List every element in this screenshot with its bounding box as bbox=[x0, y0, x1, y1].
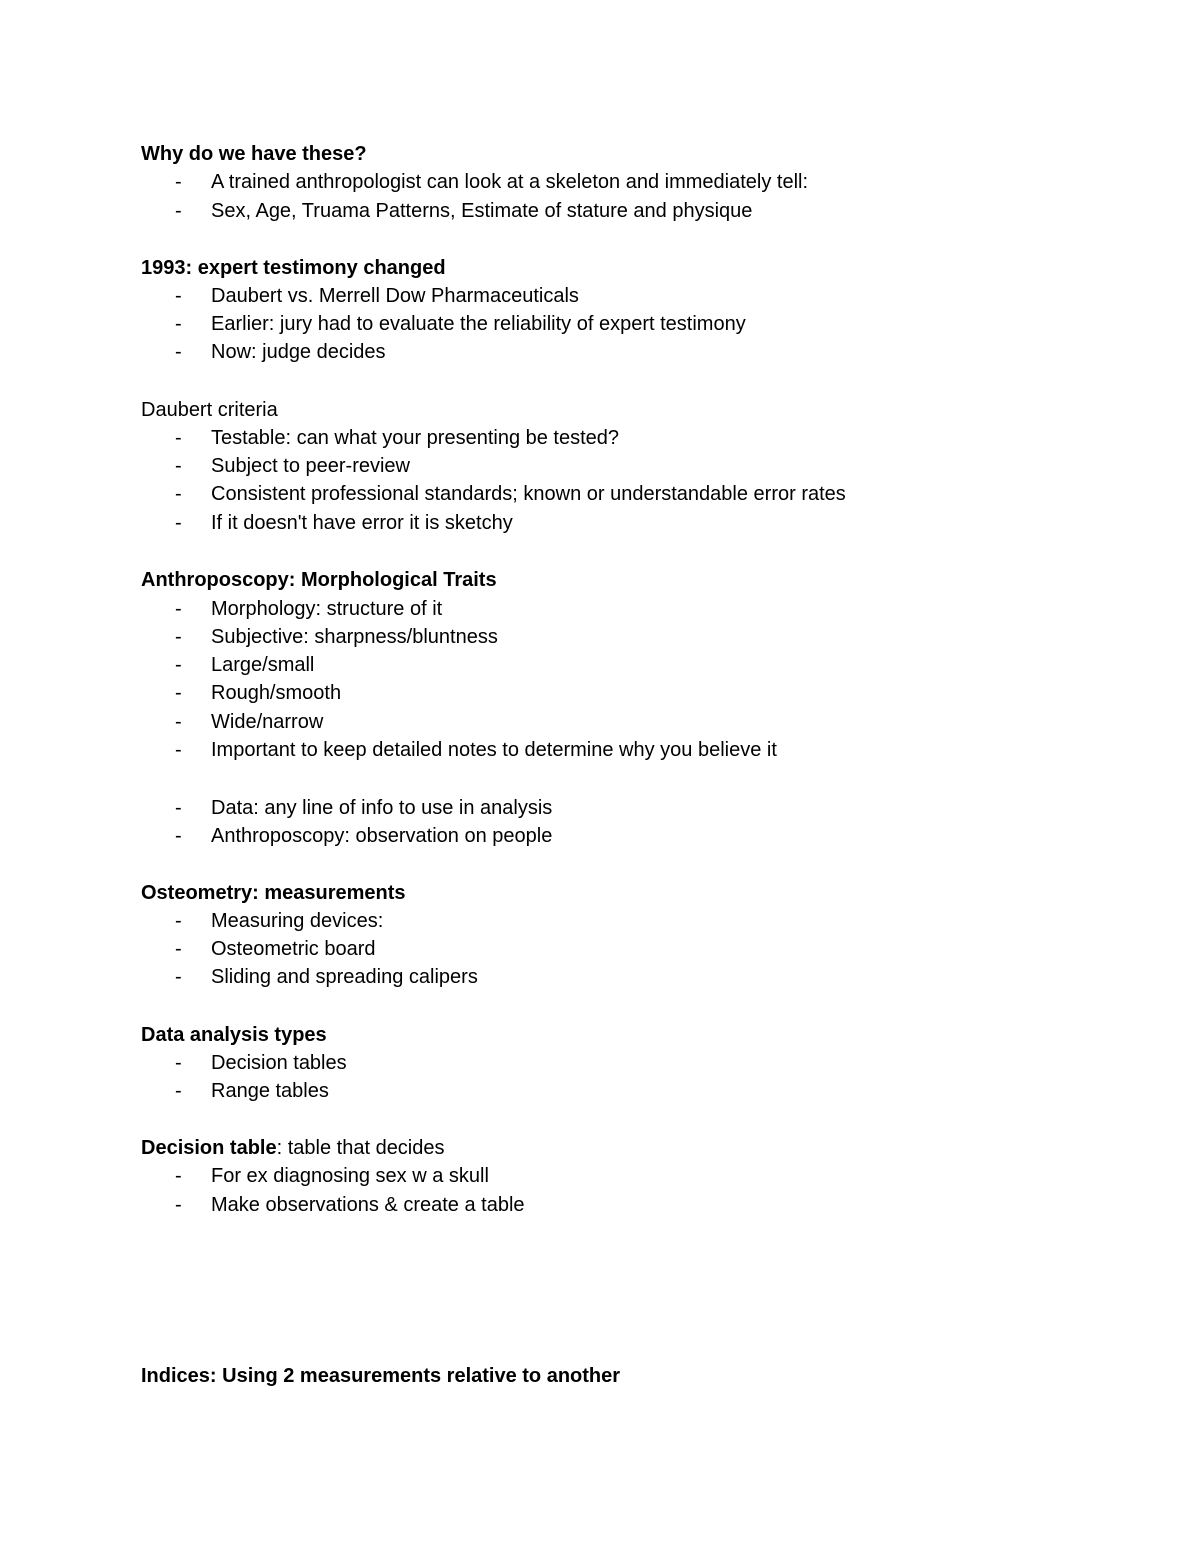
list-item bbox=[0, 736, 1200, 764]
bullet-dash: - bbox=[175, 512, 182, 534]
list-item-text: Consistent professional standards; known or understandable error rates bbox=[211, 483, 846, 505]
list-item-text: Osteometric board bbox=[211, 938, 376, 960]
list-item bbox=[0, 197, 1200, 225]
bullet-dash: - bbox=[175, 682, 182, 704]
list-item bbox=[0, 1049, 1200, 1077]
bullet-dash: - bbox=[175, 938, 182, 960]
list-item bbox=[0, 509, 1200, 537]
bullet-dash: - bbox=[175, 1080, 182, 1102]
section-heading-decision-table bbox=[141, 1134, 445, 1162]
list-item bbox=[0, 679, 1200, 707]
list-item-text: Rough/smooth bbox=[211, 682, 342, 704]
list-item-text: For ex diagnosing sex w a skull bbox=[211, 1165, 489, 1187]
list-item bbox=[0, 794, 1200, 822]
list-item-text: Make observations & create a table bbox=[211, 1194, 525, 1216]
bullet-dash: - bbox=[175, 910, 182, 932]
list-item-text: Now: judge decides bbox=[211, 341, 386, 363]
section-heading-1993: 1993: expert testimony changed bbox=[141, 257, 446, 279]
list-item-text: Subject to peer-review bbox=[211, 455, 410, 477]
decision-table-definition: : table that decides bbox=[276, 1137, 445, 1159]
list-item-text: Anthroposcopy: observation on people bbox=[211, 825, 553, 847]
list-item bbox=[0, 708, 1200, 736]
list-item bbox=[0, 480, 1200, 508]
bullet-dash: - bbox=[175, 711, 182, 733]
bullet-dash: - bbox=[175, 1194, 182, 1216]
section-heading-indices: Indices: Using 2 measurements relative to another bbox=[141, 1365, 621, 1387]
section-heading-osteometry: Osteometry: measurements bbox=[141, 882, 406, 904]
list-item-text: Subjective: sharpness/bluntness bbox=[211, 626, 498, 648]
list-item-text: Testable: can what your presenting be tested? bbox=[211, 427, 620, 449]
bullet-dash: - bbox=[175, 200, 182, 222]
bullet-dash: - bbox=[175, 626, 182, 648]
bullet-dash: - bbox=[175, 285, 182, 307]
list-item bbox=[0, 452, 1200, 480]
bullet-dash: - bbox=[175, 1165, 182, 1187]
list-item-text: If it doesn't have error it is sketchy bbox=[211, 512, 513, 534]
bullet-dash: - bbox=[175, 313, 182, 335]
section-heading-daubert-criteria: Daubert criteria bbox=[141, 399, 278, 421]
list-item bbox=[0, 822, 1200, 850]
bullet-dash: - bbox=[175, 654, 182, 676]
list-item bbox=[0, 935, 1200, 963]
list-item-text: Range tables bbox=[211, 1080, 329, 1102]
list-item-text: Large/small bbox=[211, 654, 315, 676]
bullet-dash: - bbox=[175, 171, 182, 193]
list-item-text: Sex, Age, Truama Patterns, Estimate of stature and physique bbox=[211, 200, 753, 222]
list-item-text: Data: any line of info to use in analysis bbox=[211, 797, 553, 819]
list-item bbox=[0, 907, 1200, 935]
list-item bbox=[0, 282, 1200, 310]
list-item bbox=[0, 310, 1200, 338]
list-item-text: Morphology: structure of it bbox=[211, 598, 443, 620]
list-item-text: Measuring devices: bbox=[211, 910, 384, 932]
section-heading-data-analysis: Data analysis types bbox=[141, 1024, 327, 1046]
list-item bbox=[0, 623, 1200, 651]
bullet-dash: - bbox=[175, 825, 182, 847]
decision-table-term: Decision table bbox=[141, 1137, 277, 1159]
list-item bbox=[0, 1191, 1200, 1219]
list-item bbox=[0, 963, 1200, 991]
list-item-text: Earlier: jury had to evaluate the reliability of expert testimony bbox=[211, 313, 746, 335]
bullet-dash: - bbox=[175, 427, 182, 449]
bullet-dash: - bbox=[175, 341, 182, 363]
section-heading-why: Why do we have these? bbox=[141, 143, 367, 165]
bullet-dash: - bbox=[175, 598, 182, 620]
bullet-dash: - bbox=[175, 1052, 182, 1074]
list-item-text: Important to keep detailed notes to determine why you believe it bbox=[211, 739, 777, 761]
list-item bbox=[0, 595, 1200, 623]
bullet-dash: - bbox=[175, 483, 182, 505]
bullet-dash: - bbox=[175, 739, 182, 761]
list-item-text: Decision tables bbox=[211, 1052, 347, 1074]
list-item bbox=[0, 168, 1200, 196]
list-item-text: Daubert vs. Merrell Dow Pharmaceuticals bbox=[211, 285, 579, 307]
list-item bbox=[0, 338, 1200, 366]
bullet-dash: - bbox=[175, 966, 182, 988]
bullet-dash: - bbox=[175, 797, 182, 819]
list-item-text: A trained anthropologist can look at a skeleton and immediately tell: bbox=[211, 171, 809, 193]
bullet-dash: - bbox=[175, 455, 182, 477]
list-item-text: Sliding and spreading calipers bbox=[211, 966, 478, 988]
section-heading-anthroposcopy: Anthroposcopy: Morphological Traits bbox=[141, 569, 497, 591]
list-item bbox=[0, 651, 1200, 679]
list-item-text: Wide/narrow bbox=[211, 711, 324, 733]
list-item bbox=[0, 424, 1200, 452]
list-item bbox=[0, 1077, 1200, 1105]
list-item bbox=[0, 1162, 1200, 1190]
